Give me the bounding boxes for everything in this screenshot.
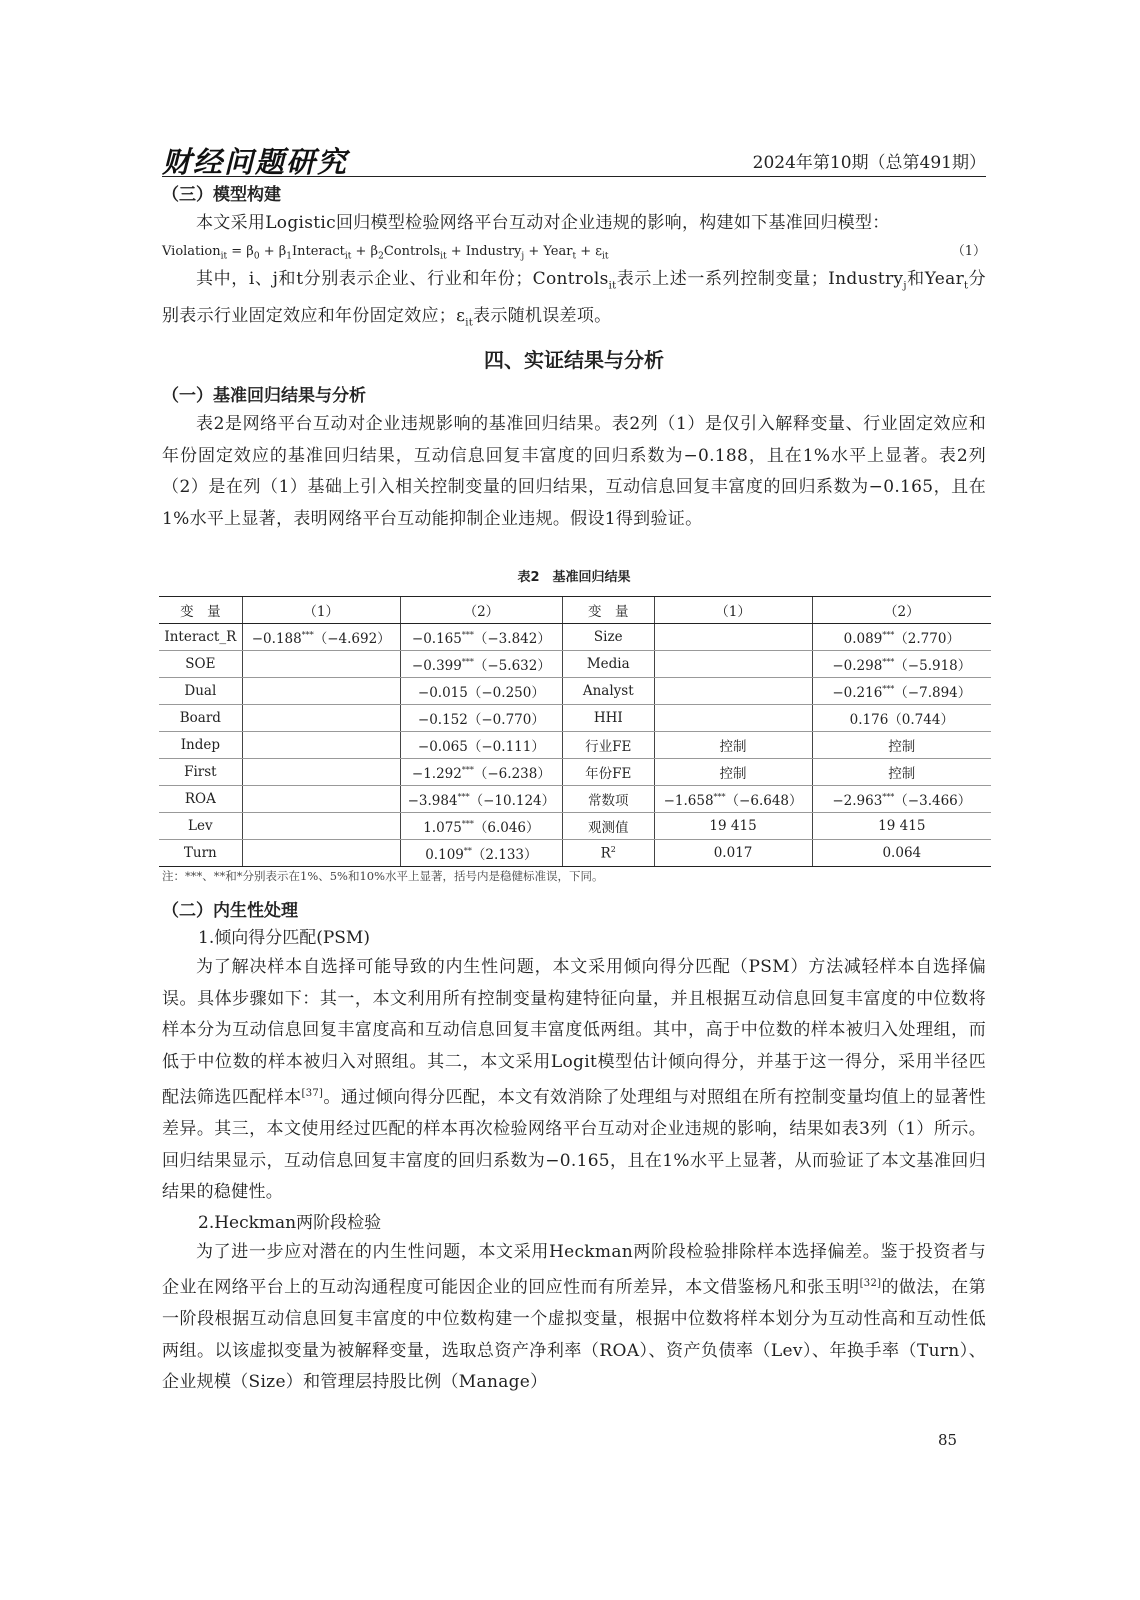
table-cell: −3.984***（−10.124）	[400, 786, 562, 813]
table-cell: Media	[563, 651, 655, 678]
section-paragraph	[162, 952, 986, 1209]
table-cell: 0.176（0.744）	[812, 705, 991, 732]
psm-text: 为了解决样本自选择可能导致的内生性问题，本文采用倾向得分匹配（PSM）方法减轻样本自选择偏误。具体步骤如下：其一，本文利用所有控制变量构建特征向量，并且根据互动信息回复丰富度的中位数将样本分为互动信息回复丰富度高和互动信息回复丰富度低两组。其中，高于中位数的样本被归入处理组，而低于中位数的样本被归入对照组。其二，本文采用Logit模型估计倾向得分，并基于这一得分，采用半径匹配法筛选匹配样本[37]。通过倾向得分匹配，本文有效消除了处理组与对照组在所有控制变量均值上的显著性差异。其三，本文使用经过匹配的样本再次检验网络平台互动对企业违规的影响，结果如表3列（1）所示。回归结果显示，互动信息回复丰富度的回归系数为−0.165，且在1%水平上显著，从而验证了本文基准回归结果的稳健性。	[162, 957, 986, 1203]
table-cell: HHI	[563, 705, 655, 732]
heckman-text: 为了进一步应对潜在的内生性问题，本文采用Heckman两阶段检验排除样本选择偏差。鉴于投资者与企业在网络平台上的互动沟通程度可能因企业的回应性而有所差异，本文借鉴杨凡和张玉明[32]的做法，在第一阶段根据互动信息回复丰富度的中位数构建一个虚拟变量，根据中位数将样本划分为互动性高和互动性低两组。以该虚拟变量为被解释变量，选取总资产净利率（ROA）、资产负债率（Lev）、年换手率（Turn）、企业规模（Size）和管理层持股比例（Manage）	[162, 1241, 986, 1393]
table-cell: 控制	[812, 759, 991, 786]
table-cell	[242, 651, 400, 678]
section-paragraph	[162, 208, 986, 240]
table-row	[159, 678, 991, 705]
section-model-construction	[162, 182, 986, 339]
section-heading: （三）模型构建	[162, 185, 281, 205]
table-header-cell: （1）	[242, 597, 400, 624]
table-cell: 1.075***（6.046）	[400, 813, 562, 840]
section-paragraph	[162, 409, 986, 535]
table-cell: 年份FE	[563, 759, 655, 786]
table-row	[159, 813, 991, 840]
table-header-row	[159, 597, 991, 624]
table-cell: 0.109**（2.133）	[400, 840, 562, 867]
table-cell	[242, 678, 400, 705]
table-row	[159, 840, 991, 867]
table-cell	[654, 678, 812, 705]
table-cell	[242, 705, 400, 732]
table-cell: −0.065（−0.111）	[400, 732, 562, 759]
section-baseline-results	[162, 383, 986, 535]
baseline-results-text: 表2是网络平台互动对企业违规影响的基准回归结果。表2列（1）是仅引入解释变量、行业固定效应和年份固定效应的基准回归结果，互动信息回复丰富度的回归系数为−0.188，且在1%水平上显著。表2列（2）是在列（1）基础上引入相关控制变量的回归结果，互动信息回复丰富度的回归系数为−0.165，且在1%水平上显著，表明网络平台互动能抑制企业违规。假设1得到验证。	[162, 414, 986, 529]
table-row	[159, 759, 991, 786]
table-cell: 控制	[654, 732, 812, 759]
table-cell: First	[159, 759, 242, 786]
table-cell: Analyst	[563, 678, 655, 705]
table-cell: $R^2$	[563, 840, 655, 867]
table-cell: ROA	[159, 786, 242, 813]
table-cell: Board	[159, 705, 242, 732]
table-cell: 0.089***（2.770）	[812, 624, 991, 651]
table-cell: Indep	[159, 732, 242, 759]
table-cell: −0.216***（−7.894）	[812, 678, 991, 705]
table-cell: 0.017	[654, 840, 812, 867]
table-cell	[242, 786, 400, 813]
table-cell	[654, 651, 812, 678]
results-table	[159, 596, 991, 867]
regression-equation: Violation$_{it}$ = $\beta_0$ + $\beta_1Interact_{it}$ + $\beta_2Controls_{it}$ + Industry$_j$ + Year$_t$ + $\varepsilon_{it}$ （1）	[162, 240, 986, 264]
table-cell	[242, 759, 400, 786]
table-row	[159, 624, 991, 651]
subsection-heading: 2.Heckman两阶段检验	[198, 1212, 382, 1233]
table-cell: 19 415	[812, 813, 991, 840]
model-intro-text: 本文采用Logistic回归模型检验网络平台互动对企业违规的影响，构建如下基准回归模型：	[196, 213, 890, 233]
table-cell: Size	[563, 624, 655, 651]
table-cell: −1.658***（−6.648）	[654, 786, 812, 813]
table-row	[159, 705, 991, 732]
table-header-cell: （2）	[812, 597, 991, 624]
issue-info: 2024年第10期（总第491期）	[752, 153, 986, 173]
table-cell: −0.152（−0.770）	[400, 705, 562, 732]
table-header-cell: 变 量	[159, 597, 242, 624]
table-cell: −0.165***（−3.842）	[400, 624, 562, 651]
table-header-cell: 变 量	[563, 597, 655, 624]
table-cell: −0.015（−0.250）	[400, 678, 562, 705]
table-cell: −1.292***（−6.238）	[400, 759, 562, 786]
table-cell	[242, 813, 400, 840]
section-paragraph	[162, 264, 986, 340]
table-row	[159, 732, 991, 759]
table-cell: 控制	[812, 732, 991, 759]
citation: [37]	[301, 1088, 324, 1099]
table-cell: 控制	[654, 759, 812, 786]
table-cell: Dual	[159, 678, 242, 705]
section-paragraph	[162, 1237, 986, 1399]
table-caption: 表2 基准回归结果	[517, 570, 631, 585]
table-cell: 行业FE	[563, 732, 655, 759]
table-cell: −0.188***（−4.692）	[242, 624, 400, 651]
section-endogeneity	[162, 898, 986, 1399]
table-cell: −0.298***（−5.918）	[812, 651, 991, 678]
table-cell: Interact_R	[159, 624, 242, 651]
section-heading: （二）内生性处理	[162, 901, 298, 921]
table-note: 注：***、**和*分别表示在1%、5%和10%水平上显著，括号内是稳健标准误，下同。	[162, 869, 604, 883]
table-row	[159, 786, 991, 813]
table-cell	[654, 624, 812, 651]
journal-logo: 财经问题研究	[162, 145, 349, 179]
table-cell: 0.064	[812, 840, 991, 867]
table-cell: 19 415	[654, 813, 812, 840]
table-cell: −0.399***（−5.632）	[400, 651, 562, 678]
section-title: 四、实证结果与分析	[484, 348, 664, 372]
table-row	[159, 651, 991, 678]
table-cell: 观测值	[563, 813, 655, 840]
table-cell	[654, 705, 812, 732]
citation: [32]	[859, 1278, 882, 1290]
model-explanation-text: 其中，i、j和t分别表示企业、行业和年份；Controls$_{it}$表示上述一系列控制变量；Industry$_j$和Year$_t$分别表示行业固定效应和年份固定效应；$\varepsilon_{it}$表示随机误差项。	[162, 268, 986, 329]
page-header	[162, 140, 986, 177]
section-heading: （一）基准回归结果与分析	[162, 386, 366, 406]
page-number: 85	[938, 1431, 958, 1449]
table-cell: −2.963***（−3.466）	[812, 786, 991, 813]
table-cell	[242, 840, 400, 867]
table-cell: Lev	[159, 813, 242, 840]
table-header-cell: （1）	[654, 597, 812, 624]
table-cell: 常数项	[563, 786, 655, 813]
table-cell: Turn	[159, 840, 242, 867]
subsection-heading: 1.倾向得分匹配(PSM)	[198, 928, 370, 948]
table-header-cell: （2）	[400, 597, 562, 624]
table-cell: SOE	[159, 651, 242, 678]
equation-number: （1）	[951, 243, 986, 259]
table-cell	[242, 732, 400, 759]
